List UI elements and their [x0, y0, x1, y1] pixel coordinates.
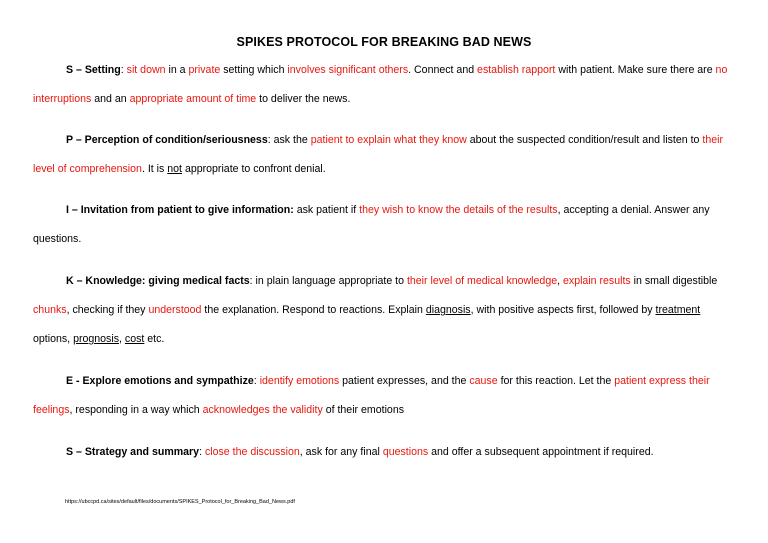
highlight-text: they wish to know the details of the results: [359, 204, 558, 216]
section-emotions: [33, 367, 738, 425]
highlight-text: patient to explain what they know: [310, 134, 467, 146]
highlight-text: private: [188, 64, 221, 76]
body-text: about the suspected condition/result and listen to: [466, 134, 703, 146]
body-text: ask patient if: [293, 204, 360, 216]
section-setting: [33, 56, 738, 114]
highlight-text: explain results: [563, 275, 631, 287]
document-title: SPIKES PROTOCOL FOR BREAKING BAD NEWS: [236, 35, 532, 49]
highlight-text: cause: [469, 375, 498, 387]
body-text: and offer a subsequent appointment if required.: [428, 446, 654, 458]
section-perception: [33, 126, 738, 184]
body-text: of their emotions: [322, 404, 405, 416]
section-heading: I – Invitation from patient to give information:: [66, 204, 294, 216]
highlight-text: appropriate amount of time: [129, 93, 257, 105]
body-text: , responding in a way which: [69, 404, 203, 416]
body-text: options,: [33, 333, 74, 345]
highlight-text: sit down: [126, 64, 166, 76]
highlight-text: no interruptions: [33, 64, 728, 105]
body-text: , ask for any final: [299, 446, 383, 458]
highlight-text: acknowledges the validity: [202, 404, 323, 416]
body-text: setting which: [220, 64, 288, 76]
underlined-text: cost: [124, 333, 145, 345]
section-heading: S – Strategy and summary: [66, 446, 200, 458]
highlight-text: identify emotions: [259, 375, 340, 387]
section-heading: E - Explore emotions and sympathize: [66, 375, 254, 387]
body-text: : in plain language appropriate to: [249, 275, 407, 287]
section-knowledge: [33, 267, 738, 354]
highlight-text: their level of comprehension: [33, 134, 723, 175]
underlined-text: prognosis: [73, 333, 119, 345]
underlined-text: treatment: [655, 304, 701, 316]
body-text: , checking if they: [66, 304, 149, 316]
body-text: ,: [119, 333, 125, 345]
highlight-text: questions: [382, 446, 429, 458]
underlined-text: diagnosis: [425, 304, 471, 316]
body-text: to deliver the news.: [256, 93, 351, 105]
highlight-text: chunks: [33, 304, 67, 316]
section-invitation: [33, 196, 738, 254]
body-text: with patient. Make sure there are: [555, 64, 716, 76]
highlight-text: understood: [148, 304, 202, 316]
body-text: . Connect and: [408, 64, 478, 76]
body-text: :: [120, 64, 127, 76]
body-text: and an: [91, 93, 130, 105]
section-strategy: [33, 438, 738, 467]
section-heading: S – Setting: [66, 64, 121, 76]
underlined-text: not: [167, 163, 182, 175]
body-text: :: [199, 446, 205, 458]
highlight-text: close the discussion: [204, 446, 300, 458]
body-text: the explanation. Respond to reactions. Explain: [201, 304, 426, 316]
body-text: appropriate to confront denial.: [182, 163, 326, 175]
body-text: , with positive aspects first, followed by: [470, 304, 656, 316]
body-text: :: [253, 375, 260, 387]
body-text: patient expresses, and the: [339, 375, 470, 387]
highlight-text: their level of medical knowledge: [406, 275, 558, 287]
body-text: : ask the: [267, 134, 311, 146]
body-text: , accepting a denial. Answer any questions.: [33, 204, 710, 245]
section-heading: P – Perception of condition/seriousness: [66, 134, 268, 146]
body-text: . It is: [141, 163, 168, 175]
section-heading: K – Knowledge: giving medical facts: [66, 275, 250, 287]
body-text: in small digestible: [630, 275, 718, 287]
highlight-text: involves significant others: [287, 64, 409, 76]
highlight-text: patient express their feelings: [33, 375, 710, 416]
source-link[interactable]: https://ubccpd.ca/sites/default/files/documents/SPIKES_Protocol_for_Breaking_Bad_News.pdf: [65, 499, 295, 505]
body-text: in a: [165, 64, 189, 76]
body-text: etc.: [144, 333, 165, 345]
body-text: ,: [557, 275, 563, 287]
body-text: for this reaction. Let the: [497, 375, 615, 387]
highlight-text: establish rapport: [477, 64, 556, 76]
